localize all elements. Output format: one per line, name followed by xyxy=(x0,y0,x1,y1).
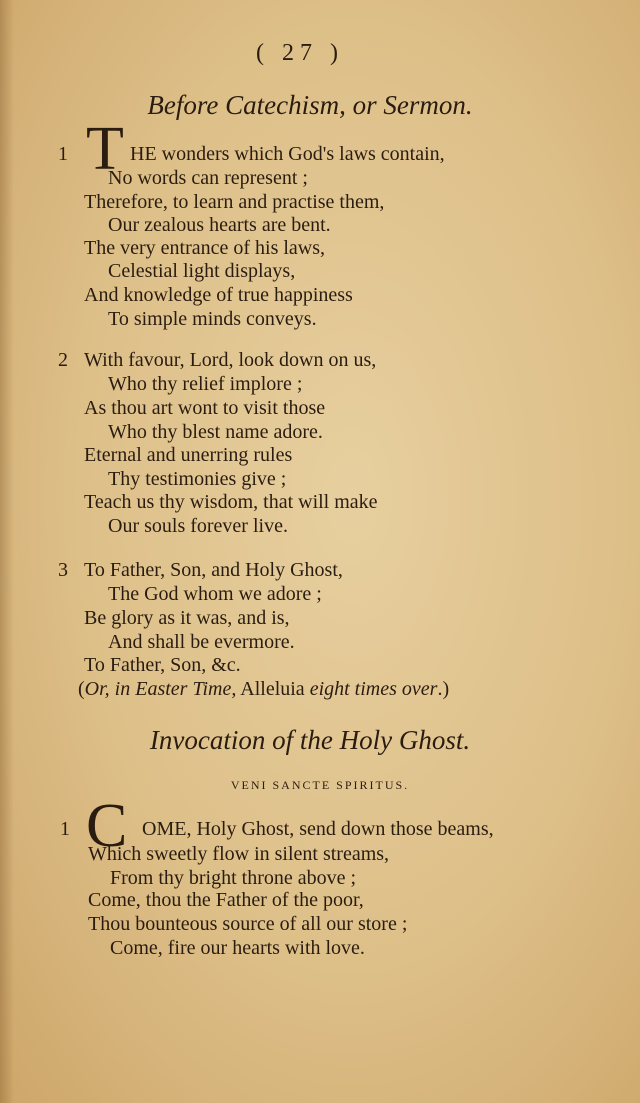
verse-line: As thou art wont to visit those xyxy=(84,397,326,419)
note-close: .) xyxy=(437,678,450,700)
verse-line: And knowledge of true happiness xyxy=(84,284,353,306)
drop-cap: T xyxy=(86,115,124,183)
drop-cap: C xyxy=(86,792,128,860)
verse-line: The God whom we adore ; xyxy=(108,583,322,605)
verse-line: Come, thou the Father of the poor, xyxy=(88,889,364,911)
verse-line: Thy testimonies give ; xyxy=(108,468,287,490)
verse-line: Be glory as it was, and is, xyxy=(84,607,290,629)
verse-line: To Father, Son, and Holy Ghost, xyxy=(84,559,343,581)
verse-line: Thou bounteous source of all our store ; xyxy=(88,913,408,935)
verse-line: To Father, Son, &c. xyxy=(84,654,241,676)
note-italic-2: eight times over xyxy=(309,678,438,700)
verse-number: 1 xyxy=(60,818,70,840)
verse-line: Who thy relief implore ; xyxy=(108,373,303,395)
verse-line: OME, Holy Ghost, send down those beams, xyxy=(142,818,494,840)
verse-line: Our zealous hearts are bent. xyxy=(108,214,331,236)
page-number: ( 27 ) xyxy=(256,40,344,66)
verse-line: Come, fire our hearts with love. xyxy=(110,937,365,959)
verse-line: Celestial light displays, xyxy=(108,260,296,282)
page-edge-shadow xyxy=(0,0,14,1103)
verse-number: 2 xyxy=(58,349,68,371)
hymn-title: Invocation of the Holy Ghost. xyxy=(149,725,471,755)
verse-line: Teach us thy wisdom, that will make xyxy=(84,491,378,513)
verse-line: With favour, Lord, look down on us, xyxy=(84,349,377,371)
hymn-title: Before Catechism, or Sermon. xyxy=(147,90,473,120)
verse-line: Eternal and unerring rules xyxy=(84,444,293,466)
verse-line: Our souls forever live. xyxy=(108,515,288,537)
verse-line: HE wonders which God's laws contain, xyxy=(130,143,445,165)
verse-line: Which sweetly flow in silent streams, xyxy=(88,843,390,865)
verse-line: And shall be evermore. xyxy=(108,631,295,653)
hymn-subtitle: VENI SANCTE SPIRITUS. xyxy=(230,778,410,792)
verse-number: 1 xyxy=(58,143,68,165)
verse-number: 3 xyxy=(58,559,68,581)
easter-note xyxy=(78,677,449,701)
verse-line: Who thy blest name adore. xyxy=(108,421,323,443)
verse-line: To simple minds conveys. xyxy=(108,308,317,330)
note-plain: Alleluia xyxy=(236,678,310,700)
note-italic-1: Or, in Easter Time, xyxy=(84,678,237,700)
note-open: ( xyxy=(78,678,85,700)
verse-line: No words can represent ; xyxy=(108,167,308,189)
verse-line: From thy bright throne above ; xyxy=(110,867,357,889)
verse-line: Therefore, to learn and practise them, xyxy=(84,191,385,213)
verse-line: The very entrance of his laws, xyxy=(84,237,326,259)
